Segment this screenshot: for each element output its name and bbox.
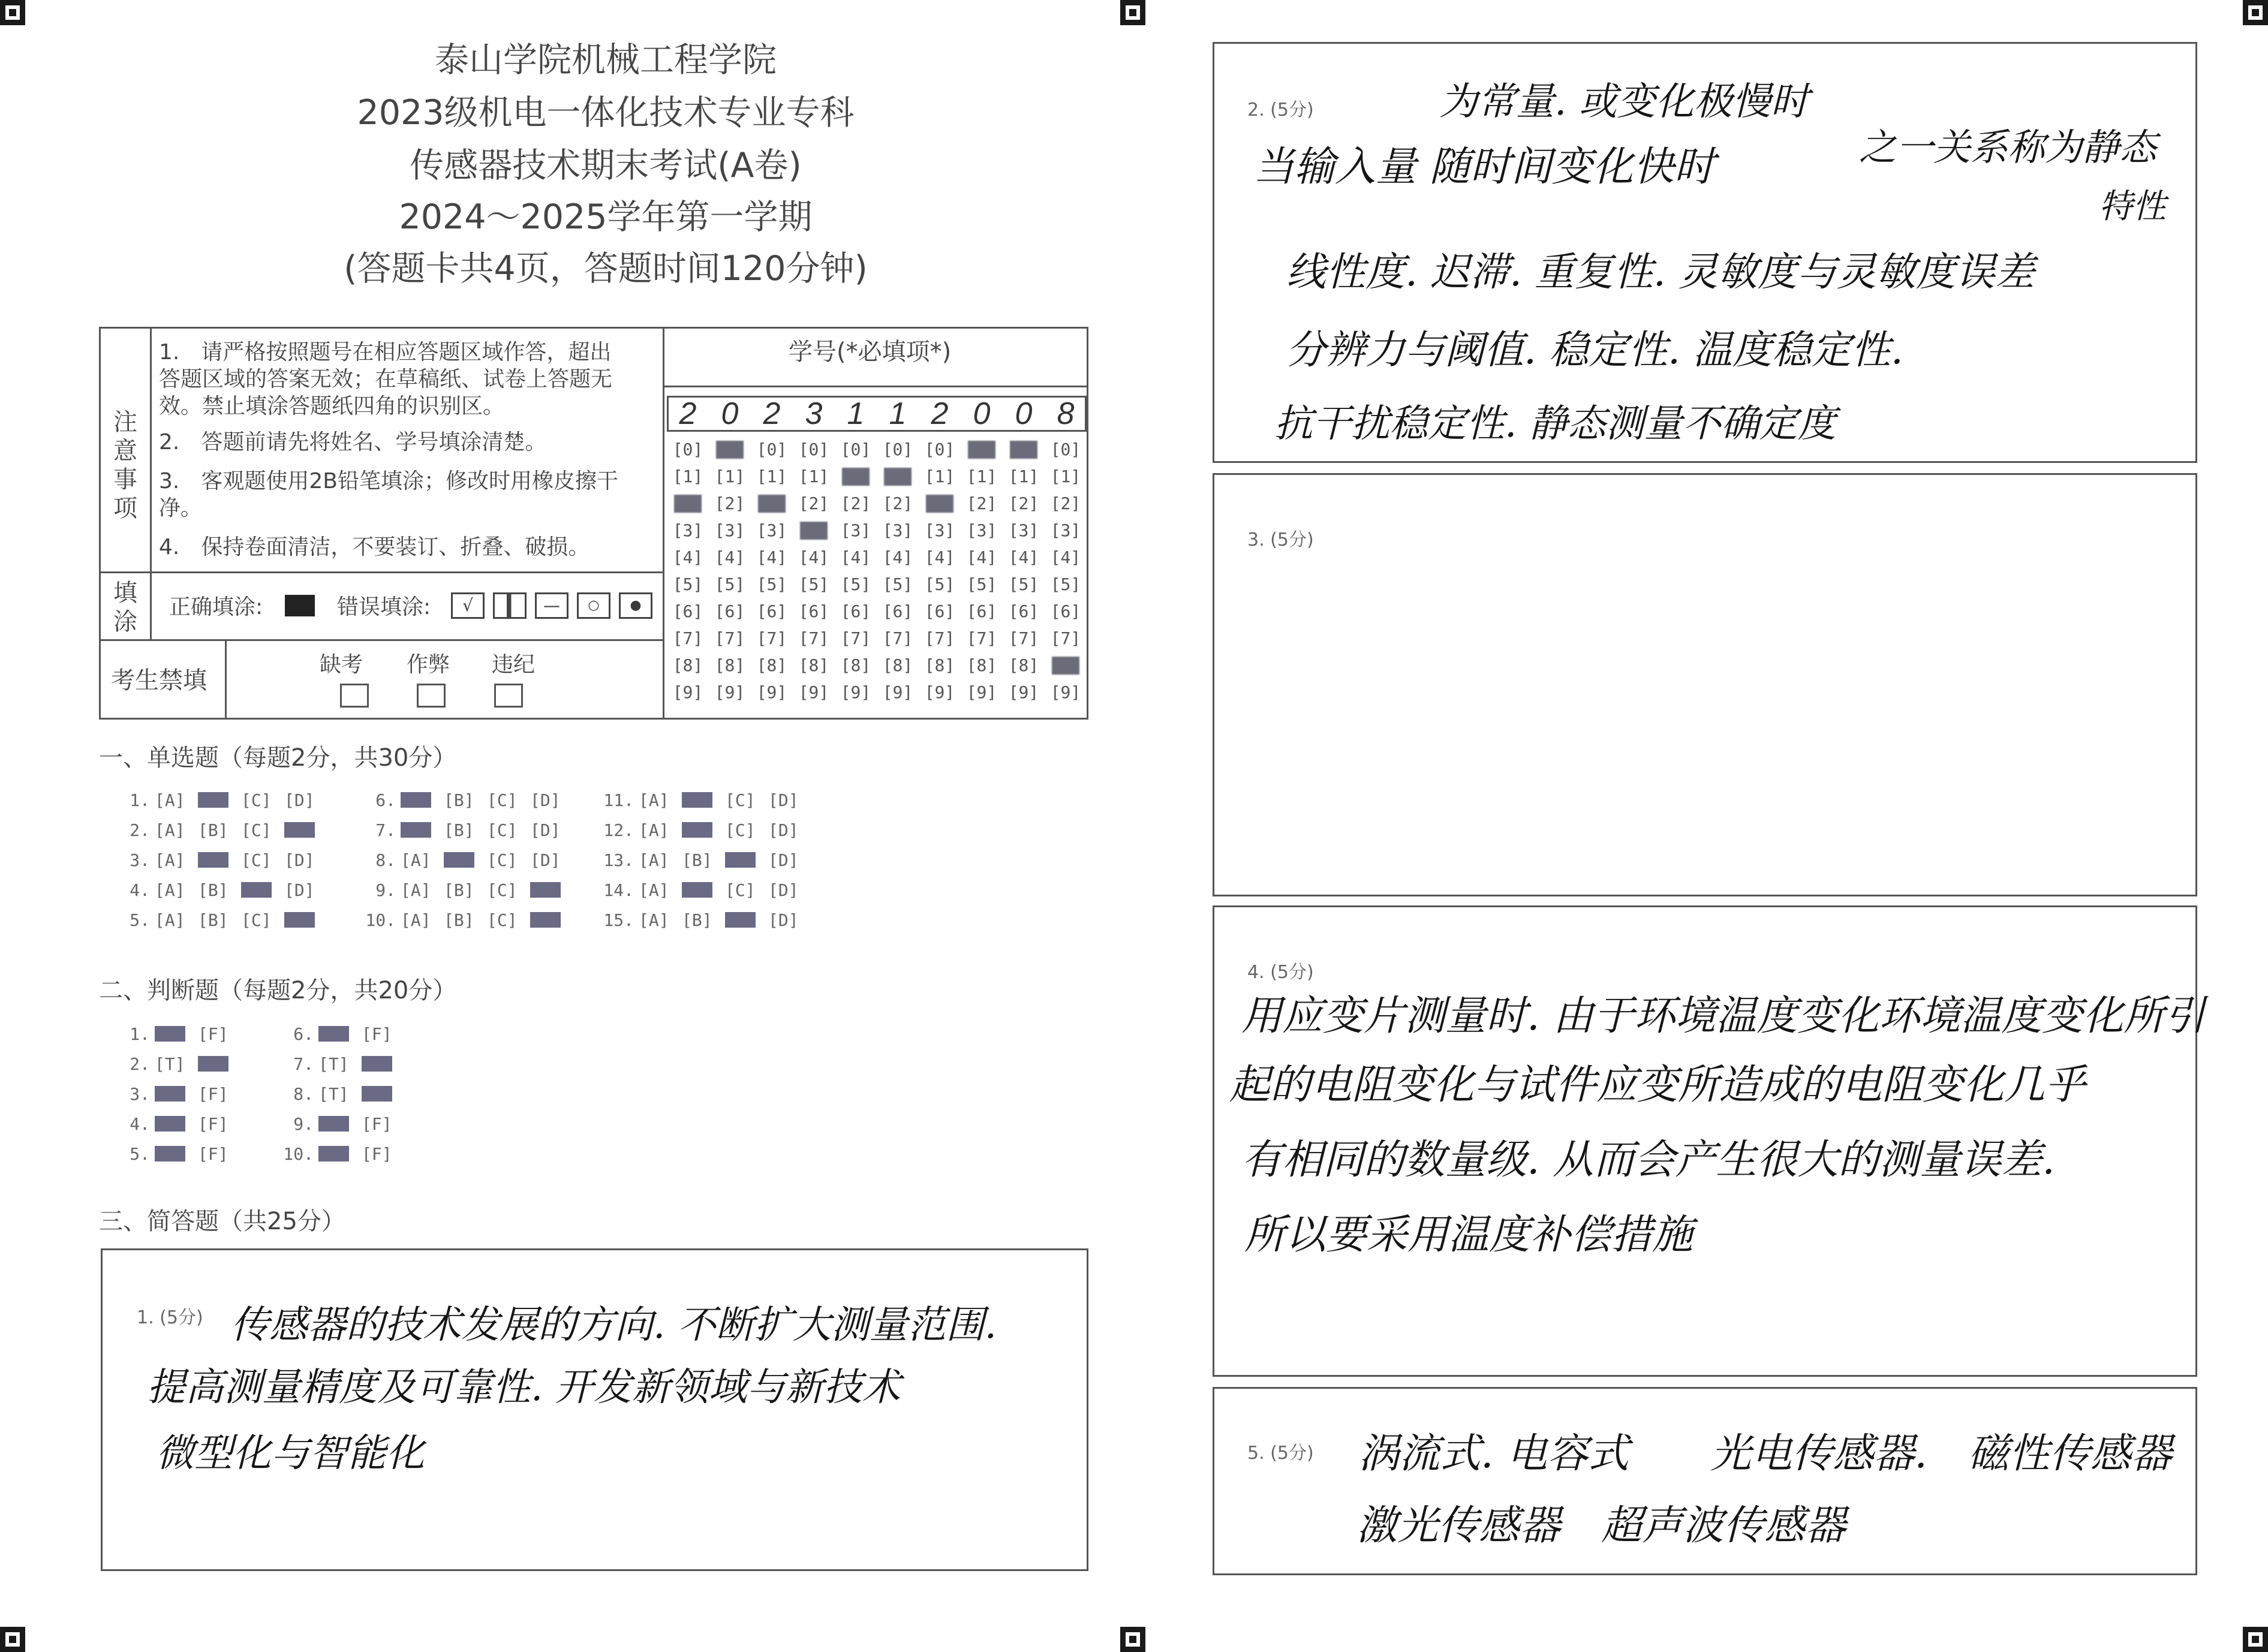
student-id-bubble[interactable]: [9]	[1008, 682, 1039, 702]
single-choice-number: 1.	[130, 790, 150, 810]
single-choice-option[interactable]: [A]	[155, 850, 185, 870]
student-id-bubble[interactable]: [8]	[1008, 655, 1039, 675]
notice-item-4: 4. 保持卷面清洁，不要装订、折叠、破损。	[159, 535, 590, 559]
term: 2024～2025学年第一学期	[399, 197, 813, 237]
q1-line-3: 微型化与智能化	[156, 1431, 425, 1476]
single-choice-number: 3.	[130, 850, 150, 870]
q4-label: 4. (5分)	[1247, 962, 1314, 983]
judge-number: 1.	[130, 1024, 150, 1044]
student-id-bubble[interactable]: [4]	[840, 547, 871, 567]
student-id-bubble[interactable]: [3]	[966, 520, 997, 540]
single-choice-number: 8.	[375, 850, 396, 870]
student-id-bubble[interactable]: [7]	[882, 628, 913, 648]
single-choice-option[interactable]	[401, 790, 431, 810]
single-choice-option[interactable]	[682, 790, 712, 810]
single-choice-option[interactable]: [C]	[241, 910, 272, 930]
corner-mark-bottom-left	[0, 1627, 25, 1652]
student-id-bubble[interactable]: [4]	[672, 547, 703, 567]
single-choice-option[interactable]: [B]	[198, 820, 228, 840]
forbidden-violation-box[interactable]	[494, 684, 523, 708]
single-choice-option[interactable]	[530, 880, 561, 900]
q5-line-2: 激光传感器 超声波传感器	[1356, 1502, 1846, 1549]
short-answer-title: 三、简答题（共25分）	[99, 1208, 345, 1235]
judge-option[interactable]: [F]	[198, 1084, 228, 1104]
student-id-bubble[interactable]: [5]	[840, 574, 871, 594]
single-choice-option[interactable]: [D]	[530, 790, 561, 810]
corner-mark-top-right	[2243, 0, 2268, 25]
student-id-bubble[interactable]: [8]	[840, 655, 871, 675]
notice-item-3: 3. 客观题使用2B铅笔填涂；修改时用橡皮擦干净。	[159, 469, 618, 520]
single-choice-title: 一、单选题（每题2分，共30分）	[99, 744, 457, 772]
student-id-bubble[interactable]: [9]	[1050, 682, 1081, 702]
judge-number: 6.	[293, 1024, 314, 1044]
student-id-bubble[interactable]: [9]	[882, 682, 913, 702]
judge-option[interactable]	[155, 1114, 185, 1134]
single-choice-option[interactable]: [B]	[682, 850, 712, 870]
single-choice-option[interactable]: [D]	[284, 880, 315, 900]
single-choice-option[interactable]: [A]	[155, 910, 185, 930]
student-id-bubble[interactable]: [7]	[672, 628, 703, 648]
single-choice-option[interactable]	[198, 790, 228, 810]
student-id-bubble[interactable]: [0]	[798, 440, 829, 459]
judge-number: 5.	[130, 1144, 150, 1164]
judge-number: 2.	[130, 1054, 150, 1074]
judge-option[interactable]	[362, 1084, 392, 1104]
fill-label: 填涂	[113, 579, 137, 636]
student-id-bubble[interactable]: [7]	[924, 628, 955, 648]
student-id-bubble[interactable]: [6]	[882, 601, 913, 621]
single-choice-option[interactable]: [C]	[487, 910, 518, 930]
student-id-bubble[interactable]: [5]	[756, 574, 787, 594]
single-choice-option[interactable]: [C]	[487, 880, 518, 900]
single-choice-number: 12.	[603, 820, 634, 840]
student-id-bubble[interactable]: [3]	[672, 520, 703, 540]
student-id-bubble[interactable]: [4]	[714, 547, 745, 567]
q2-right-text: 之一关系称为静态	[1859, 125, 2157, 169]
judge-option[interactable]	[155, 1144, 185, 1164]
judge-option[interactable]: [F]	[198, 1144, 228, 1164]
single-choice-option[interactable]: [C]	[487, 820, 518, 840]
student-id-bubble[interactable]: [7]	[966, 628, 997, 648]
wrong-fill-circle: ○	[577, 592, 610, 619]
wrong-fill-dot: ●	[619, 592, 652, 619]
student-id-digit: 3	[805, 396, 823, 431]
student-id-bubble[interactable]: [1]	[672, 467, 703, 486]
single-choice-number: 14.	[603, 880, 634, 900]
student-id-bubble[interactable]: [1]	[966, 467, 997, 486]
student-id-bubble[interactable]: [8]	[924, 655, 955, 675]
wrong-fill-dash: —	[535, 592, 568, 619]
wrong-fill-label: 错误填涂:	[337, 595, 431, 619]
exam-info: (答题卡共4页，答题时间120分钟)	[344, 249, 868, 288]
student-id-bubble[interactable]: [3]	[882, 520, 913, 540]
single-choice-option[interactable]: [B]	[444, 820, 474, 840]
judge-option[interactable]: [T]	[155, 1054, 185, 1074]
exam-title: 传感器技术期末考试(A卷)	[410, 146, 802, 185]
single-choice-option[interactable]	[725, 850, 756, 870]
q3-label: 3. (5分)	[1247, 529, 1314, 550]
student-id-bubble[interactable]: [5]	[798, 574, 829, 594]
single-choice-option[interactable]: [A]	[639, 880, 669, 900]
judge-option[interactable]: [T]	[318, 1084, 349, 1104]
judge-option[interactable]	[362, 1054, 392, 1074]
single-choice-option[interactable]: [B]	[198, 910, 228, 930]
q2-line-4: 抗干扰稳定性. 静态测量不确定度	[1274, 402, 1836, 446]
student-id-bubble[interactable]	[919, 494, 961, 513]
single-choice-number: 11.	[603, 790, 634, 810]
single-choice-option[interactable]	[284, 820, 315, 840]
student-id-bubble[interactable]: [6]	[798, 601, 829, 621]
student-id-bubble[interactable]: [9]	[840, 682, 871, 702]
student-id-bubble[interactable]: [0]	[840, 440, 871, 459]
single-choice-option[interactable]	[198, 850, 228, 870]
student-id-bubble[interactable]: [5]	[1008, 574, 1039, 594]
judge-option[interactable]	[198, 1054, 228, 1074]
student-id-bubble[interactable]: [8]	[882, 655, 913, 675]
student-id-bubble[interactable]	[1003, 440, 1045, 459]
single-choice-option[interactable]	[530, 910, 561, 930]
single-choice-number: 5.	[130, 910, 150, 930]
single-choice-option[interactable]: [C]	[241, 790, 272, 810]
student-id-bubble[interactable]: [5]	[714, 574, 745, 594]
q2-correction-above: 为常量. 或变化极慢时	[1439, 80, 1809, 124]
student-id-bubble[interactable]: [8]	[672, 655, 703, 675]
judge-option[interactable]	[155, 1084, 185, 1104]
single-choice-number: 7.	[375, 820, 396, 840]
student-id-bubble[interactable]: [6]	[1050, 601, 1081, 621]
judge-number: 3.	[130, 1084, 150, 1104]
single-choice-option[interactable]: [B]	[682, 910, 712, 930]
single-choice-option[interactable]: [A]	[155, 820, 185, 840]
student-id-bubble[interactable]: [7]	[840, 628, 871, 648]
correct-fill-example	[285, 595, 315, 616]
student-id-bubble[interactable]: [9]	[798, 682, 829, 702]
forbidden-cheat-box[interactable]	[417, 684, 446, 708]
student-id-bubble[interactable]: [1]	[798, 467, 829, 486]
student-id-bubble[interactable]: [2]	[1050, 494, 1081, 513]
student-id-title: 学号(*必填项*)	[789, 338, 952, 366]
student-id-bubble[interactable]: [5]	[672, 574, 703, 594]
forbidden-violation-label: 违纪	[492, 652, 536, 677]
judge-option[interactable]: [F]	[362, 1024, 392, 1044]
single-choice-option[interactable]: [B]	[444, 910, 474, 930]
forbidden-label: 考生禁填	[111, 667, 207, 694]
single-choice-option[interactable]	[725, 910, 756, 930]
student-id-bubble[interactable]: [4]	[1050, 547, 1081, 567]
student-id-bubble[interactable]	[709, 440, 751, 459]
single-choice-option[interactable]: [A]	[639, 850, 669, 870]
student-id-digit: 2	[763, 396, 781, 431]
single-choice-option[interactable]	[444, 850, 474, 870]
school-name: 泰山学院机械工程学院	[435, 40, 777, 80]
single-choice-number: 15.	[603, 910, 634, 930]
judge-title: 二、判断题（每题2分，共20分）	[99, 977, 457, 1004]
single-choice-number: 13.	[603, 850, 634, 870]
student-id-bubble[interactable]	[751, 494, 793, 513]
student-id-bubble[interactable]: [1]	[1050, 467, 1081, 486]
student-id-bubble[interactable]: [8]	[756, 655, 787, 675]
student-id-bubble[interactable]: [4]	[924, 547, 955, 567]
student-id-bubble[interactable]: [2]	[966, 494, 997, 513]
student-id-bubble[interactable]: [5]	[1050, 574, 1081, 594]
corner-mark-bottom-right	[2243, 1627, 2268, 1652]
forbidden-cheat-label: 作弊	[407, 652, 450, 677]
single-choice-number: 10.	[365, 910, 396, 930]
single-choice-option[interactable]: [A]	[639, 820, 669, 840]
student-id-digit: 1	[889, 396, 907, 431]
single-choice-option[interactable]: [A]	[401, 850, 431, 870]
judge-option[interactable]	[318, 1144, 349, 1164]
single-choice-option[interactable]: [D]	[768, 880, 799, 900]
student-id-bubble[interactable]: [5]	[966, 574, 997, 594]
student-id-bubble[interactable]: [9]	[756, 682, 787, 702]
corner-mark-top-left	[0, 0, 25, 25]
student-id-bubble[interactable]: [8]	[714, 655, 745, 675]
student-id-bubble[interactable]	[793, 520, 835, 540]
student-id-bubble[interactable]: [4]	[798, 547, 829, 567]
single-choice-option[interactable]: [A]	[155, 880, 185, 900]
student-id-bubble[interactable]: [6]	[756, 601, 787, 621]
q4-line-1: 用应变片测量时. 由于环境温度变化环境温度变化所引	[1241, 992, 2206, 1040]
q4-line-2: 起的电阻变化与试件应变所造成的电阻变化几乎	[1229, 1061, 2086, 1109]
judge-number: 7.	[293, 1054, 314, 1074]
student-id-digit: 8	[1057, 396, 1075, 431]
single-choice-option[interactable]: [C]	[241, 820, 272, 840]
student-id-bubble[interactable]: [6]	[672, 601, 703, 621]
single-choice-option[interactable]: [C]	[241, 850, 272, 870]
student-id-bubble[interactable]	[877, 467, 919, 486]
student-id-bubble[interactable]: [9]	[924, 682, 955, 702]
forbidden-absent-box[interactable]	[340, 684, 369, 708]
student-id-bubble[interactable]: [3]	[756, 520, 787, 540]
single-choice-option[interactable]: [D]	[768, 850, 799, 870]
notice-side-label: 注意事项	[113, 408, 137, 522]
single-choice-option[interactable]: [D]	[530, 850, 561, 870]
judge-option[interactable]: [T]	[318, 1054, 349, 1074]
q2-label: 2. (5分)	[1247, 100, 1314, 121]
student-id-bubble[interactable]: [3]	[714, 520, 745, 540]
student-id-bubble[interactable]: [9]	[672, 682, 703, 702]
judge-number: 9.	[293, 1114, 314, 1134]
student-id-bubble[interactable]: [4]	[882, 547, 913, 567]
student-id-bubble[interactable]: [4]	[1008, 547, 1039, 567]
single-choice-option[interactable]	[682, 880, 712, 900]
student-id-bubble[interactable]: [3]	[1008, 520, 1039, 540]
judge-number: 4.	[130, 1114, 150, 1134]
q2-line-1: 当输入量 随时间变化快时	[1253, 143, 1715, 191]
judge-option[interactable]: [F]	[198, 1114, 228, 1134]
judge-number: 8.	[293, 1084, 314, 1104]
student-id-bubble[interactable]: [7]	[1050, 628, 1081, 648]
single-choice-option[interactable]: [D]	[768, 910, 799, 930]
single-choice-option[interactable]	[401, 820, 431, 840]
single-choice-option[interactable]	[682, 820, 712, 840]
student-id-bubble[interactable]: [1]	[1008, 467, 1039, 486]
student-id-bubble[interactable]: [4]	[756, 547, 787, 567]
q4-line-4: 所以要采用温度补偿措施	[1244, 1211, 1694, 1259]
single-choice-option[interactable]: [B]	[444, 790, 474, 810]
student-id-bubble[interactable]	[667, 494, 709, 513]
judge-option[interactable]: [F]	[198, 1024, 228, 1044]
notice-item-1: 1. 请严格按照题号在相应答题区域作答，超出答题区域的答案无效；在草稿纸、试卷上答题无效。禁止填涂答题纸四角的识别区。	[159, 340, 613, 419]
student-id-bubble[interactable]: [4]	[966, 547, 997, 567]
student-id-bubble[interactable]: [6]	[1008, 601, 1039, 621]
notice-item-2: 2. 答题前请先将姓名、学号填涂清楚。	[159, 430, 547, 455]
student-id-bubble[interactable]	[961, 440, 1003, 459]
student-id-bubble[interactable]: [0]	[672, 440, 703, 459]
q5-label: 5. (5分)	[1247, 1443, 1314, 1464]
student-id-digit: 0	[973, 396, 991, 431]
q1-line-2: 提高测量精度及可靠性. 开发新领域与新技术	[147, 1365, 901, 1410]
student-id-bubble[interactable]: [8]	[798, 655, 829, 675]
student-id-bubble[interactable]: [3]	[924, 520, 955, 540]
wrong-fill-examples	[451, 592, 655, 619]
student-id-digit: 2	[931, 396, 949, 431]
single-choice-option[interactable]: [C]	[725, 820, 756, 840]
single-choice-option[interactable]: [D]	[284, 850, 315, 870]
student-id-bubble[interactable]: [6]	[966, 601, 997, 621]
student-id-bubble[interactable]	[1045, 655, 1087, 675]
student-id-bubble[interactable]: [7]	[798, 628, 829, 648]
student-id-bubble[interactable]: [1]	[924, 467, 955, 486]
student-id-bubble[interactable]: [0]	[924, 440, 955, 459]
student-id-bubble[interactable]: [0]	[1050, 440, 1081, 459]
single-choice-option[interactable]: [A]	[401, 880, 431, 900]
student-id-bubble[interactable]: [0]	[756, 440, 787, 459]
single-choice-number: 4.	[130, 880, 150, 900]
single-choice-option[interactable]: [D]	[768, 790, 799, 810]
student-id-bubble[interactable]: [1]	[714, 467, 745, 486]
single-choice-option[interactable]	[241, 880, 272, 900]
q2-right-text-2: 特性	[2099, 187, 2166, 226]
judge-option[interactable]: [F]	[362, 1114, 392, 1134]
judge-option[interactable]	[318, 1114, 349, 1134]
single-choice-option[interactable]: [C]	[725, 790, 756, 810]
student-id-bubble[interactable]: [7]	[714, 628, 745, 648]
student-id-bubble[interactable]: [9]	[714, 682, 745, 702]
judge-option[interactable]	[318, 1024, 349, 1044]
student-id-bubble[interactable]: [9]	[966, 682, 997, 702]
program-name: 2023级机电一体化技术专业专科	[357, 93, 855, 133]
single-choice-option[interactable]: [A]	[155, 790, 185, 810]
student-id-bubble[interactable]: [0]	[882, 440, 913, 459]
q1-label: 1. (5分)	[137, 1307, 203, 1328]
correct-fill-label: 正确填涂:	[169, 595, 263, 619]
student-id-bubble[interactable]: [2]	[1008, 494, 1039, 513]
corner-mark-bottom-middle	[1120, 1627, 1145, 1652]
single-choice-option[interactable]: [D]	[768, 820, 799, 840]
single-choice-option[interactable]: [D]	[530, 820, 561, 840]
q4-line-3: 有相同的数量级. 从而会产生很大的测量误差.	[1241, 1136, 2055, 1184]
wrong-fill-check: √	[451, 592, 485, 619]
student-id-bubble[interactable]: [2]	[714, 494, 745, 513]
student-id-digit: 1	[847, 396, 865, 431]
student-id-bubble[interactable]: [3]	[840, 520, 871, 540]
single-choice-number: 9.	[375, 880, 396, 900]
student-id-bubble[interactable]: [2]	[840, 494, 871, 513]
student-id-bubble[interactable]: [6]	[840, 601, 871, 621]
single-choice-option[interactable]	[284, 910, 315, 930]
single-choice-option[interactable]: [C]	[487, 850, 518, 870]
student-id-bubble[interactable]: [6]	[714, 601, 745, 621]
wrong-fill-bar	[493, 592, 527, 619]
single-choice-option[interactable]: [A]	[639, 790, 669, 810]
student-id-bubble[interactable]: [2]	[798, 494, 829, 513]
single-choice-option[interactable]: [C]	[725, 880, 756, 900]
single-choice-option[interactable]: [A]	[401, 910, 431, 930]
student-id-bubble[interactable]	[835, 467, 877, 486]
single-choice-option[interactable]: [C]	[487, 790, 518, 810]
student-id-bubble[interactable]: [6]	[924, 601, 955, 621]
forbidden-absent-label: 缺考	[320, 652, 363, 677]
single-choice-option[interactable]: [B]	[198, 880, 228, 900]
student-id-bubble[interactable]: [7]	[1008, 628, 1039, 648]
single-choice-option[interactable]: [D]	[284, 790, 315, 810]
student-id-bubble[interactable]: [2]	[882, 494, 913, 513]
q2-line-3: 分辨力与阈值. 稳定性. 温度稳定性.	[1286, 327, 1903, 373]
student-id-bubble[interactable]: [7]	[756, 628, 787, 648]
judge-option[interactable]	[155, 1024, 185, 1044]
student-id-digit: 0	[721, 396, 739, 431]
student-id-digit: 0	[1015, 396, 1033, 431]
student-id-bubble[interactable]: [5]	[882, 574, 913, 594]
corner-mark-top-middle	[1120, 0, 1145, 25]
q1-line-1: 传感器的技术发展的方向. 不断扩大测量范围.	[231, 1303, 997, 1347]
student-id-digit: 2	[679, 396, 697, 431]
student-id-bubble[interactable]: [3]	[1050, 520, 1081, 540]
single-choice-number: 6.	[375, 790, 396, 810]
judge-number: 10.	[283, 1144, 314, 1164]
single-choice-option[interactable]: [A]	[639, 910, 669, 930]
q2-line-2: 线性度. 迟滞. 重复性. 灵敏度与灵敏度误差	[1286, 249, 2035, 295]
student-id-bubble[interactable]: [8]	[966, 655, 997, 675]
q5-line-1: 涡流式. 电容式 光电传感器. 磁性传感器	[1358, 1430, 2172, 1478]
student-id-bubble[interactable]: [1]	[756, 467, 787, 486]
judge-option[interactable]: [F]	[362, 1144, 392, 1164]
answer-box-q3[interactable]	[1213, 473, 2197, 896]
single-choice-number: 2.	[130, 820, 150, 840]
single-choice-option[interactable]: [B]	[444, 880, 474, 900]
student-id-bubble[interactable]: [5]	[924, 574, 955, 594]
